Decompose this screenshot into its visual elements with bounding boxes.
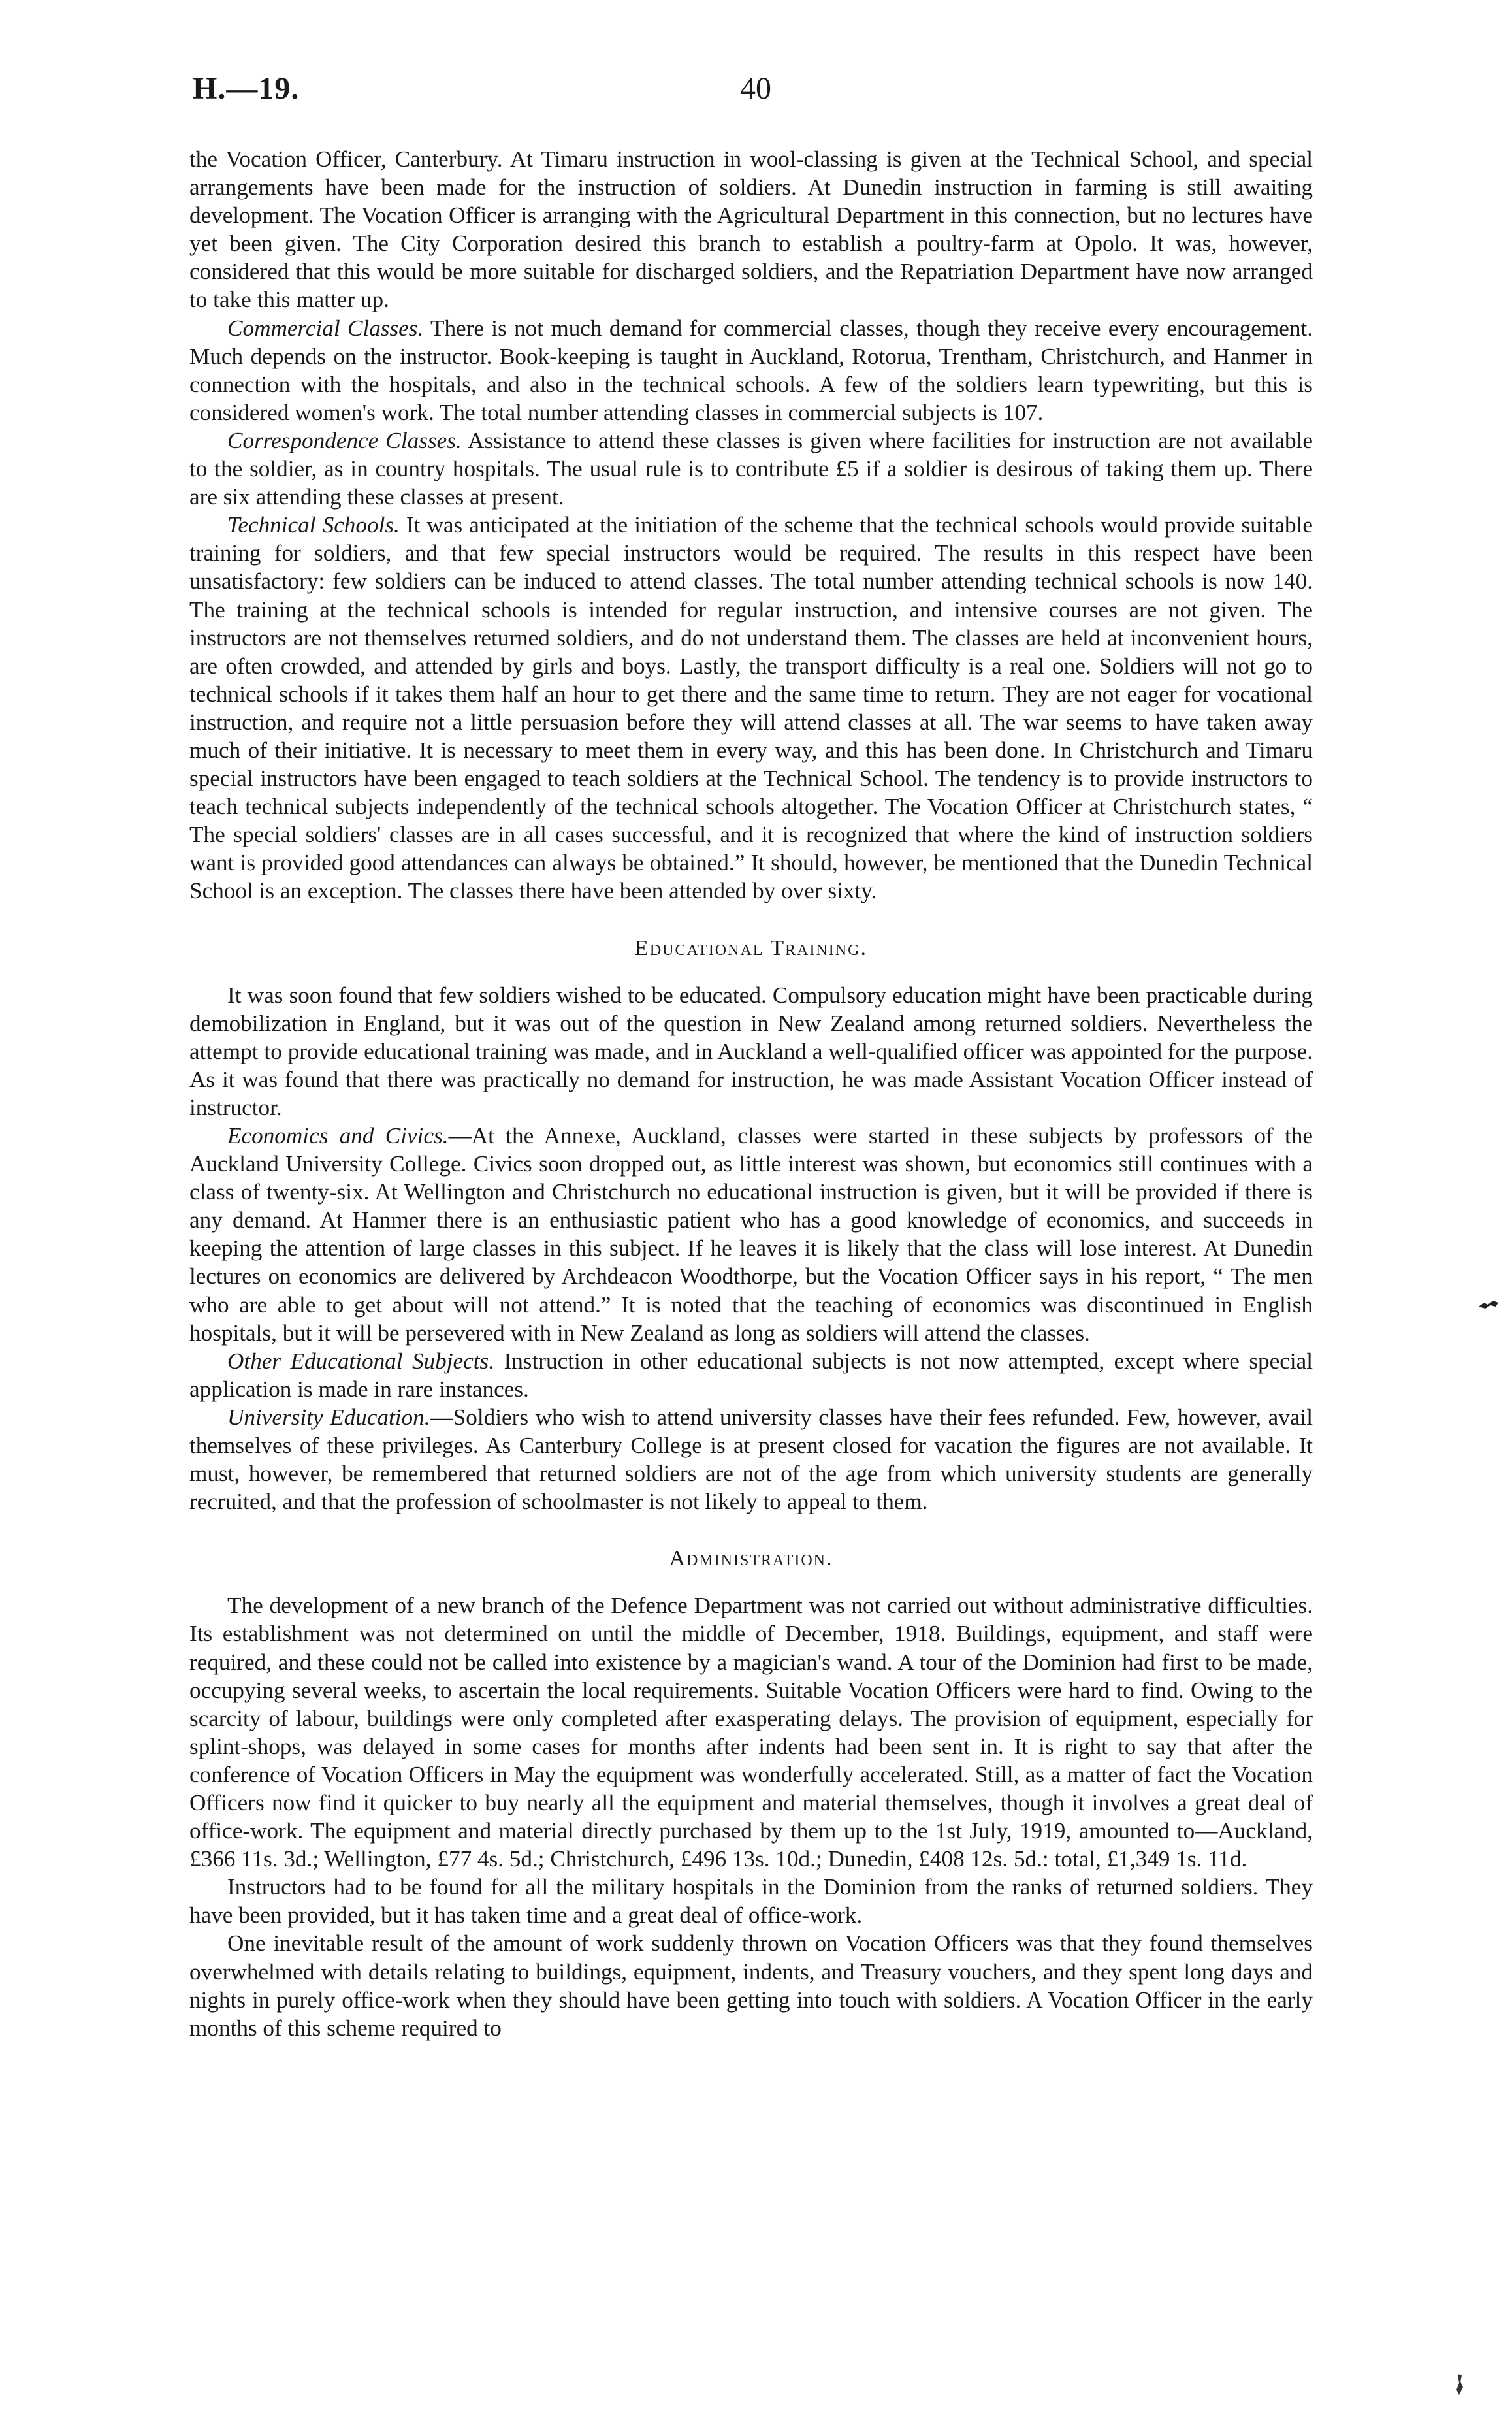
paragraph-text: —Soldiers who wish to attend university classes have their fees refunded. Few, however, avail themselves of these privileges. As Canterbury College is at present closed for vacation the figures are not available. It must, however, be remembered that returned soldiers are not of the age from which university students are generally recruited, and that the profession of schoolmaster is not likely to appeal to them. (189, 1404, 1313, 1515)
run-in-heading: Economics and Civics. (227, 1123, 449, 1148)
run-in-heading: Technical Schools. (227, 512, 400, 538)
paragraph-university-education (189, 1403, 1313, 1516)
paragraph-text: —At the Annexe, Auckland, classes were started in these subjects by professors of the Auckland University College. Civics soon dropped out, as little interest was shown, but economics still continues with a class of twenty-six. At Wellington and Christchurch no educational instruction is given, but it will be provided if there is any demand. At Hanmer there is an enthusiastic patient who has a good knowledge of economics, and succeeds in keeping the attention of large classes in this subject. If he leaves it is likely that the class will lose interest. At Dunedin lectures on economics are delivered by Archdeacon Woodthorpe, but the Vocation Officer says in his report, “ The men who are able to get about will not attend.” It is noted that the teaching of economics was discontinued in English hospitals, but it will be persevered with in New Zealand as long as soldiers will attend the classes. (189, 1123, 1313, 1346)
paragraph-economics-civics (189, 1122, 1313, 1347)
document-id: H.—19. (193, 71, 300, 106)
run-in-heading: Other Educational Subjects. (227, 1348, 495, 1374)
paragraph-educational-intro: It was soon found that few soldiers wished to be educated. Compulsory education might have been practicable during demobilization in England, but it was out of the question in New Zealand among returned soldiers. Nevertheless the attempt to provide educational training was made, and in Auckland a well-qualified officer was appointed for the purpose. As it was found that there was practically no demand for instruction, he was made Assistant Vocation Officer instead of instructor. (189, 982, 1313, 1120)
paragraph-other-educational-subjects (189, 1347, 1313, 1403)
paragraph-text: Assistance to attend these classes is given where facilities for instruction are not available to the soldier, as in country hospitals. The usual rule is to contribute £5 if a soldier is desirous of taking them up. There are six attending these classes at present. (189, 427, 1313, 510)
paragraph-administration-2: Instructors had to be found for all the military hospitals in the Dominion from the ranks of returned soldiers. They have been provided, but it has taken time and a great deal of office-work. (189, 1874, 1313, 1928)
paragraph-text: There is not much demand for commercial classes, though they receive every encouragement. Much depends on the instructor. Book-keeping is taught in Auckland, Rotorua, Trentham, Christchurch, and Hanmer in connection with the hospitals, and also in the technical schools. A few of the soldiers learn typewriting, but this is considered women's work. The total number attending classes in commercial subjects is 107. (189, 315, 1313, 425)
paragraph-administration-1: The development of a new branch of the Defence Department was not carried out without administrative difficulties. Its establishment was not determined on until the middle of December, 1918. Buildings, equipment, and staff were required, and these could not be called into existence by a magician's wand. A tour of the Dominion had first to be made, occupying several weeks, to ascertain the local requirements. Suitable Vocation Officers were hard to find. Owing to the scarcity of labour, buildings were only completed after exasperating delays. The provision of equipment, especially for splint-shops, was delayed in some cases for months after indents had been sent in. It is right to say that after the conference of Vocation Officers in May the equipment was wonderfully accelerated. Still, as a matter of fact the Vocation Officers now find it quicker to buy nearly all the equipment and material themselves, though it involves a great deal of office-work. The equipment and material directly purchased by them up to the 1st July, 1919, amounted to—Auckland, £366 11s. 3d.; Wellington, £77 4s. 5d.; Christchurch, £496 13s. 10d.; Dunedin, £408 12s. 5d.: total, £1,349 1s. 11d. (189, 1593, 1313, 1872)
body-text (189, 145, 1313, 2042)
paragraph-technical-schools (189, 511, 1313, 905)
run-in-heading: University Education. (227, 1404, 430, 1430)
ink-blot-mark (1477, 1299, 1500, 1310)
run-in-heading: Correspondence Classes. (227, 427, 462, 453)
paragraph-commercial-classes (189, 314, 1313, 427)
paragraph-administration-3: One inevitable result of the amount of work suddenly thrown on Vocation Officers was that they found themselves overwhelmed with details relating to buildings, equipment, indents, and Treasury vouchers, and they spent long days and nights in purely office-work when they should have been getting into touch with soldiers. A Vocation Officer in the early months of this scheme required to (189, 1930, 1313, 2041)
run-in-heading: Commercial Classes. (227, 315, 424, 341)
section-heading-administration: Administration. (669, 1546, 833, 1571)
page-header (193, 71, 1329, 116)
page-number: 40 (740, 71, 771, 106)
paragraph-continued: the Vocation Officer, Canterbury. At Timaru instruction in wool-classing is given at the Technical School, and special arrangements have been made for the instruction of soldiers. At Dunedin instruction in farming is still awaiting development. The Vocation Officer is arranging with the Agricultural Department in this connection, but no lectures have yet been given. The City Corporation desired this branch to establish a poultry-farm at Opolo. It was, however, considered that this would be more suitable for discharged soldiers, and the Repatriation Department have now arranged to take this matter up. (189, 146, 1313, 313)
paragraph-text: Instruction in other educational subjects is not now attempted, except where special application is made in rare instances. (189, 1348, 1313, 1402)
paragraph-correspondence-classes (189, 427, 1313, 511)
ink-blot-mark (1454, 2373, 1466, 2396)
paragraph-text: It was anticipated at the initiation of the scheme that the technical schools would provide suitable training for soldiers, and that few special instructors would be required. The results in this respect have been unsatisfactory: few soldiers can be induced to attend classes. The total number attending technical schools is now 140. The training at the technical schools is intended for regular instruction, and intensive courses are not given. The instructors are not themselves returned soldiers, and do not understand them. The classes are held at inconvenient hours, are often crowded, and attended by girls and boys. Lastly, the transport difficulty is a real one. Soldiers will not go to technical schools if it takes them half an hour to get there and the same time to return. They are not eager for vocational instruction, and require not a little persuasion before they will attend classes at all. The war seems to have taken away much of their initiative. It is necessary to meet them in every way, and this has been done. In Christchurch and Timaru special instructors have been engaged to teach soldiers at the Technical School. The tendency is to provide instructors to teach technical subjects independently of the technical schools altogether. The Vocation Officer at Christchurch states, “ The special soldiers' classes are in all cases successful, and it is recognized that where the kind of instruction soldiers want is provided good attendances can always be obtained.” It should, however, be mentioned that the Dunedin Technical School is an exception. The classes there have been attended by over sixty. (189, 512, 1313, 904)
section-heading-educational-training: Educational Training. (635, 935, 867, 960)
